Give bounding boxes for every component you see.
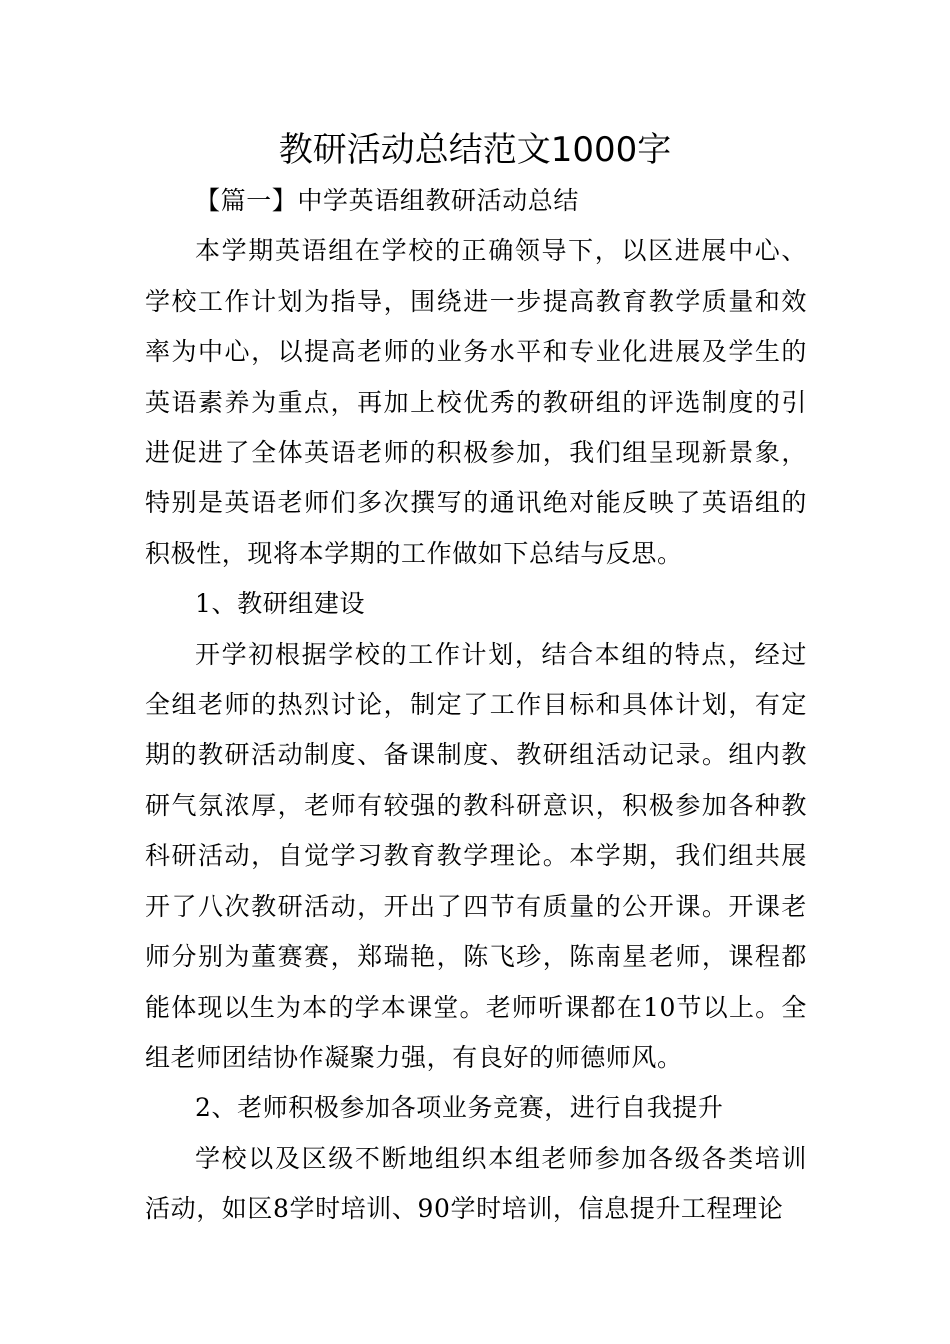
paragraph-group-building: 开学初根据学校的工作计划，结合本组的特点，经过全组老师的热烈讨论，制定了工作目标和具体计划，有定期的教研活动制度、备课制度、教研组活动记录。组内教研气氛浓厚，老师有较强的教科研意识，积极参加各种教科研活动，自觉学习教育教学理论。本学期，我们组共展开了八次教研活动，开出了四节有质量的公开课。开课老师分别为董赛赛，郑瑞艳，陈飞珍，陈南星老师，课程都能体现以生为本的学本课堂。老师听课都在10节以上。全组老师团结协作凝聚力强，有良好的师德师风。 <box>145 639 807 1072</box>
document-body <box>145 176 807 1235</box>
sub-heading-2: 2、老师积极参加各项业务竞赛，进行自我提升 <box>195 1093 724 1123</box>
paragraph-training: 学校以及区级不断地组织本组老师参加各级各类培训活动，如区8学时培训、90学时培训，信息提升工程理论 <box>145 1143 807 1224</box>
section-heading: 【篇一】中学英语组教研活动总结 <box>195 186 580 215</box>
paragraph-intro: 本学期英语组在学校的正确领导下，以区进展中心、学校工作计划为指导，围绕进一步提高教育教学质量和效率为中心，以提高老师的业务水平和专业化进展及学生的英语素养为重点，再加上校优秀的教研组的评选制度的引进促进了全体英语老师的积极参加，我们组呈现新景象，特别是英语老师们多次撰写的通讯绝对能反映了英语组的积极性，现将本学期的工作做如下总结与反思。 <box>145 236 807 568</box>
sub-heading-1: 1、教研组建设 <box>195 589 366 619</box>
document-title: 教研活动总结范文1000字 <box>278 130 672 170</box>
